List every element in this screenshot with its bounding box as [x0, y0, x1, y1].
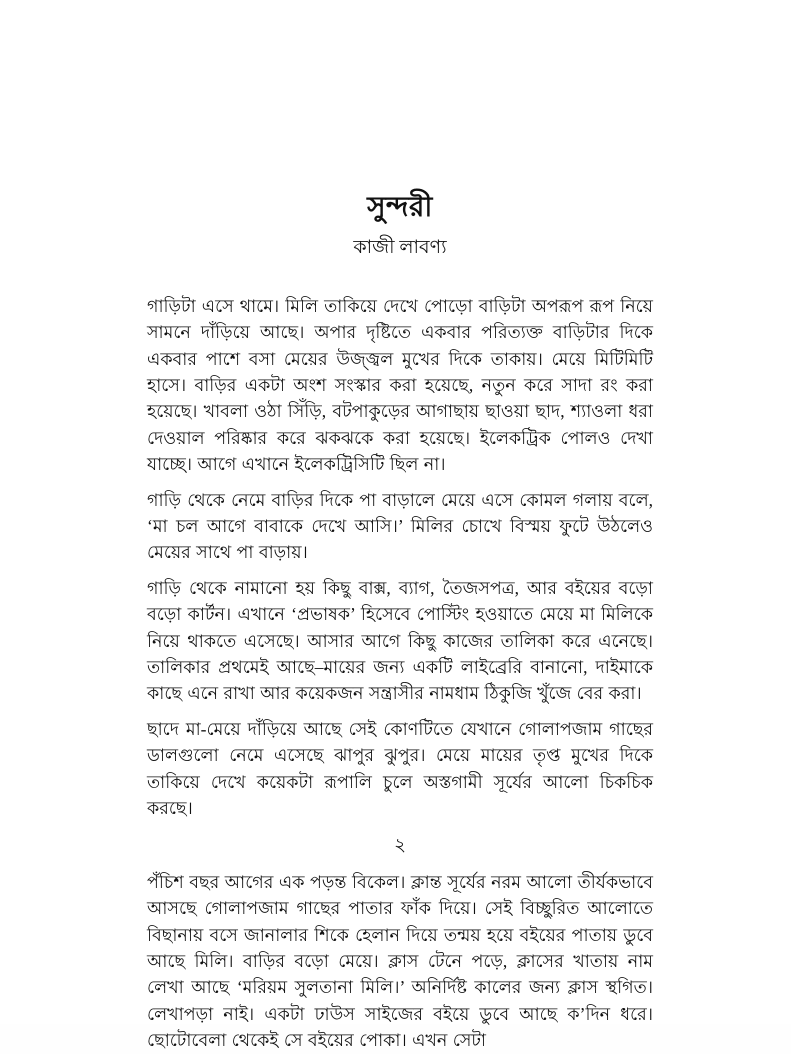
paragraph-4: ছাদে মা-মেয়ে দাঁড়িয়ে আছে সেই কোণটিতে যেখানে গোলাপজাম গাছের ডালগুলো নেমে এসেছে ঝাপুর ঝুপুর। মেয়ে মায়ের তৃপ্ত মুখের দিকে তাকিয়ে দেখে কয়েকটা রূপালি চুলে অস্তগামী সূর্যের আলো চিকচিক করছে।	[147, 718, 653, 819]
story-title: সুন্দরী	[367, 192, 433, 223]
paragraph-2: গাড়ি থেকে নেমে বাড়ির দিকে পা বাড়ালে মেয়ে এসে কোমল গলায় বলে, ‘মা চল আগে বাবাকে দেখে আসি।’ মিলির চোখে বিস্ময় ফুটে উঠলেও মেয়ের সাথে পা বাড়ায়।	[147, 489, 653, 563]
page-header	[147, 190, 653, 260]
paragraph-1: গাড়িটা এসে থামে। মিলি তাকিয়ে দেখে পোড়ো বাড়িটা অপরূপ রূপ নিয়ে সামনে দাঁড়িয়ে আছে। অপার দৃষ্টিতে একবার পরিত্যক্ত বাড়িটার দিকে একবার পাশে বসা মেয়ের উজ্জ্বল মুখের দিকে তাকায়। মেয়ে মিটিমিটি হাসে। বাড়ির একটা অংশ সংস্কার করা হয়েছে, নতুন করে সাদা রং করা হয়েছে। খাবলা ওঠা সিঁড়ি, বটপাকুড়ের আগাছায় ছাওয়া ছাদ, শ্যাওলা ধরা দেওয়াল পরিষ্কার করে ঝকঝকে করা হয়েছে। ইলেকট্রিক পোলও দেখা যাচ্ছে। আগে এখানে ইলেকট্রিসিটি ছিল না।	[147, 295, 653, 475]
paragraph-3: গাড়ি থেকে নামানো হয় কিছু বাক্স, ব্যাগ, তৈজসপত্র, আর বইয়ের বড়ো বড়ো কার্টন। এখানে ‘প্রভাষক’ হিসেবে পোস্টিং হওয়াতে মেয়ে মা মিলিকে নিয়ে থাকতে এসেছে। আসার আগে কিছু কাজের তালিকা করে এনেছে। তালিকার প্রথমেই আছে–মায়ের জন্য একটি লাইব্রেরি বানানো, দাইমাকে কাছে এনে রাখা আর কয়েকজন সন্ত্রাসীর নামধাম ঠিকুজি খুঁজে বের করা।	[147, 577, 653, 704]
story-body	[147, 293, 653, 1054]
author-name: কাজী লাবণ্য	[353, 237, 447, 258]
section-number: ২	[393, 835, 407, 856]
text-block	[147, 190, 653, 1054]
paragraph-5: পঁচিশ বছর আগের এক পড়ন্ত বিকেল। ক্লান্ত সূর্যের নরম আলো তীর্যকভাবে আসছে গোলাপজাম গাছের পাতার ফাঁক দিয়ে। সেই বিচ্ছুরিত আলোতে বিছানায় বসে জানালার শিকে হেলান দিয়ে তন্ময় হয়ে বইয়ের পাতায় ডুবে আছে মিলি। বাড়ির বড়ো মেয়ে। ক্লাস টেনে পড়ে, ক্লাসের খাতায় নাম লেখা আছে ‘মরিয়ম সুলতানা মিলি।’ অনির্দিষ্ট কালের জন্য ক্লাস স্থগিত। লেখাপড়া নাই। একটা ঢাউস সাইজের বইয়ে ডুবে আছে ক’দিন ধরে। ছোটোবেলা থেকেই সে বইয়ের পোকা। এখন সেটা	[147, 871, 653, 1051]
